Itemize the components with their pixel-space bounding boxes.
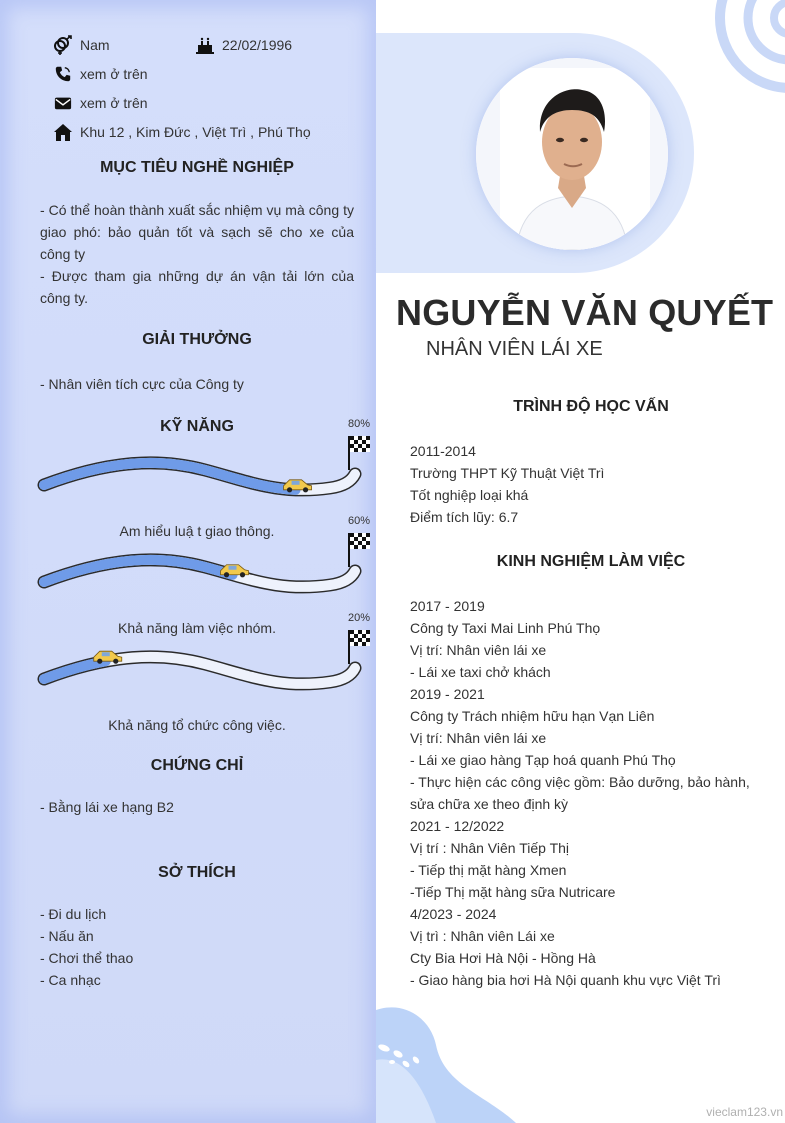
awards-title: GIẢI THƯỞNG <box>142 331 252 348</box>
phone-value: xem ở trên <box>80 66 148 82</box>
email-row <box>52 92 148 114</box>
experience-line: -Tiếp Thị mặt hàng sữa Nutricare <box>410 884 616 900</box>
career-goal-line: - Được tham gia những dự án vận tải lớn của công ty. <box>40 268 354 306</box>
skill-road-3 <box>30 624 380 704</box>
award-item: - Nhân viên tích cực của Công ty <box>40 376 244 392</box>
education-list <box>410 440 770 528</box>
experience-line: Vị trí : Nhân Viên Tiếp Thị <box>410 840 570 856</box>
phone-icon <box>52 63 74 85</box>
experience-line: 2019 - 2021 <box>410 686 485 702</box>
hobbies-list <box>40 903 354 991</box>
decor-bottom-wave <box>376 1000 546 1123</box>
education-line: Điểm tích lũy: 6.7 <box>410 509 519 525</box>
birthday-row <box>194 34 292 56</box>
certificates-list <box>40 796 354 818</box>
skill-1-label: Am hiểu luậ t giao thông. <box>119 523 275 539</box>
education-line: Trường THPT Kỹ Thuật Việt Trì <box>410 465 605 481</box>
experience-line: Công ty Trách nhiệm hữu hạn Vạn Liên <box>410 708 655 724</box>
skill-road-1 <box>30 430 380 510</box>
skills-title: KỸ NĂNG <box>160 418 234 435</box>
skill-road-2 <box>30 527 380 607</box>
experience-line: - Tiếp thị mặt hàng Xmen <box>410 862 567 878</box>
checkered-flag-icon <box>348 436 370 470</box>
career-goal-line: - Có thể hoàn thành xuất sắc nhiệm vụ mà công ty giao phó: bảo quản tốt và sạch sẽ cho xe của công ty <box>40 202 354 262</box>
home-icon <box>52 121 74 143</box>
email-value: xem ở trên <box>80 95 148 111</box>
job-title: NHÂN VIÊN LÁI XE <box>426 338 603 360</box>
address-row <box>52 121 311 143</box>
experience-line: 4/2023 - 2024 <box>410 906 497 922</box>
education-title: TRÌNH ĐỘ HỌC VẤN <box>513 398 669 415</box>
hobbies-title: SỞ THÍCH <box>158 864 236 881</box>
phone-row <box>52 63 148 85</box>
birthday-value: 22/02/1996 <box>222 37 293 53</box>
education-line: 2011-2014 <box>410 443 476 459</box>
experience-line: Vị trì : Nhân viên Lái xe <box>410 928 555 944</box>
address-value: Khu 12 , Kim Đức , Việt Trì , Phú Thọ <box>80 124 311 140</box>
experience-line: 2017 - 2019 <box>410 598 485 614</box>
hobby-item: - Đi du lịch <box>40 906 107 922</box>
gender-value: Nam <box>80 37 110 53</box>
education-line: Tốt nghiệp loại khá <box>410 487 529 503</box>
experience-title: KINH NGHIỆM LÀM VIỆC <box>496 553 686 570</box>
experience-line: - Thực hiện các công việc gồm: Bảo dưỡng, bảo hành, sửa chữa xe theo định kỳ <box>410 774 750 812</box>
experience-line: - Giao hàng bia hơi Hà Nội quanh khu vực Việt Trì <box>410 972 721 988</box>
skill-3-label: Khả năng tổ chức công việc. <box>108 717 286 733</box>
email-icon <box>52 92 74 114</box>
skill-1-percent: 80% <box>348 418 371 430</box>
checkered-flag-icon <box>348 630 370 664</box>
experience-line: Vị trí: Nhân viên lái xe <box>410 642 547 658</box>
photo-frame <box>476 58 668 250</box>
full-name: NGUYỄN VĂN QUYẾT <box>396 292 774 333</box>
career-goal-title: MỤC TIÊU NGHỀ NGHIỆP <box>100 159 294 176</box>
hobby-item: - Chơi thể thao <box>40 950 134 966</box>
experience-line: Cty Bia Hơi Hà Nội - Hồng Hà <box>410 950 596 966</box>
experience-line: - Lái xe taxi chở khách <box>410 664 551 680</box>
career-goal-text <box>40 199 354 309</box>
skill-2-label: Khả năng làm việc nhóm. <box>118 620 276 636</box>
profile-photo <box>476 58 668 250</box>
experience-list <box>410 595 770 991</box>
certificate-item: - Bằng lái xe hạng B2 <box>40 799 174 815</box>
gender-icon <box>52 34 74 56</box>
decor-top-right-circles <box>690 0 785 100</box>
checkered-flag-icon <box>348 533 370 567</box>
experience-line: 2021 - 12/2022 <box>410 818 505 834</box>
skill-3-percent: 20% <box>348 612 371 624</box>
gender-row <box>52 34 110 56</box>
hobby-item: - Ca nhạc <box>40 972 101 988</box>
experience-line: Công ty Taxi Mai Linh Phú Thọ <box>410 620 601 636</box>
hobby-item: - Nấu ăn <box>40 928 94 944</box>
experience-line: Vị trí: Nhân viên lái xe <box>410 730 547 746</box>
skill-2-percent: 60% <box>348 515 371 527</box>
awards-list <box>40 373 354 395</box>
watermark: vieclam123.vn <box>706 1105 783 1119</box>
birthday-cake-icon <box>194 34 216 56</box>
certificates-title: CHỨNG CHỈ <box>150 757 244 774</box>
experience-line: - Lái xe giao hàng Tạp hoá quanh Phú Thọ <box>410 752 676 768</box>
